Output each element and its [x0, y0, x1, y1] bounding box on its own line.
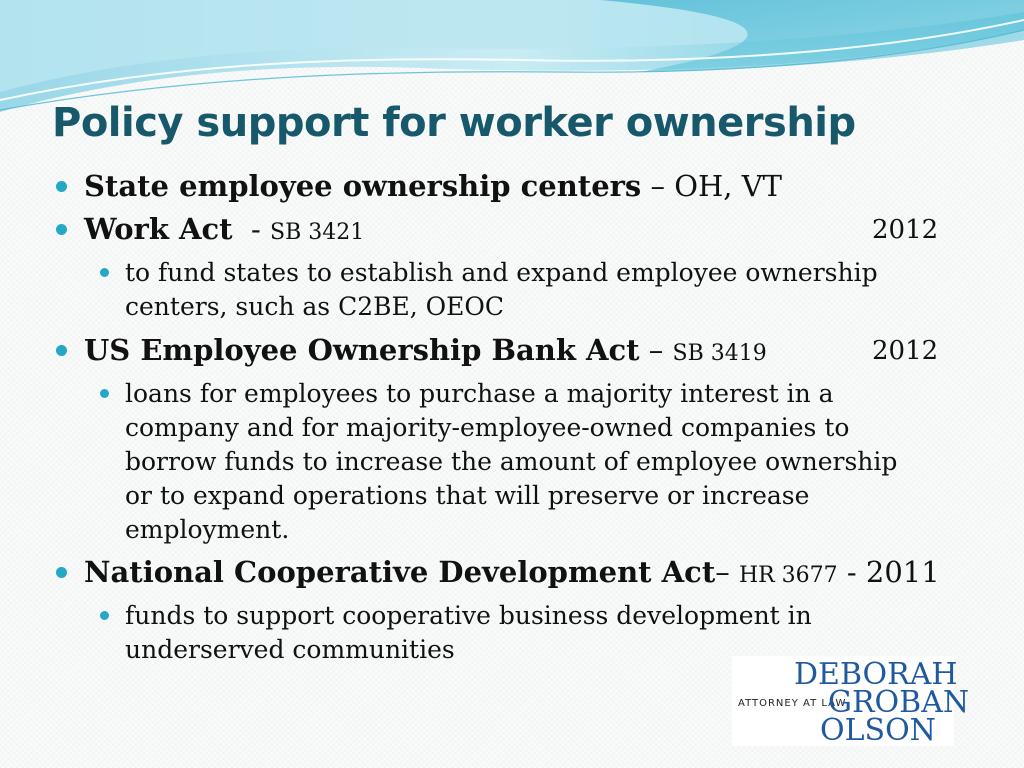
item-detail: - 2011 — [837, 555, 940, 589]
item-separator: – — [715, 555, 739, 589]
sub-item-line: employment. — [125, 515, 290, 544]
item-heading: National Cooperative Development Act — [84, 555, 716, 589]
logo-tagline: ATTORNEY AT LAW — [738, 698, 847, 709]
page-title: Policy support for worker ownership — [52, 100, 856, 146]
sub-bullet-dot — [100, 389, 109, 398]
sub-item-line: to fund states to establish and expand employee ownership — [125, 258, 878, 287]
sub-item-line: underserved communities — [125, 635, 455, 664]
firm-logo — [732, 656, 970, 748]
logo-name-first: DEBORAH — [794, 657, 958, 692]
sub-bullet-dot — [100, 268, 109, 277]
bullet-dot — [56, 345, 67, 356]
year-label: 2012 — [872, 336, 939, 366]
bullet-dot — [56, 567, 67, 578]
logo-name-middle: GROBAN — [828, 685, 970, 720]
logo-name-last: OLSON — [820, 713, 936, 748]
bullet-dot — [56, 224, 67, 235]
sub-item-line: borrow funds to increase the amount of employee ownership — [125, 447, 898, 476]
bullet-dot — [56, 181, 67, 192]
list-item — [84, 555, 940, 593]
bill-number: SB 3421 — [270, 220, 365, 245]
sub-bullet-dot — [100, 611, 109, 620]
item-heading: State employee ownership centers — [84, 169, 642, 203]
item-detail: – OH, VT — [641, 169, 782, 203]
item-heading: Work Act — [84, 212, 233, 246]
sub-item-line: company and for majority-employee-owned companies to — [125, 413, 850, 442]
bill-number: SB 3419 — [672, 341, 767, 366]
list-item — [84, 333, 767, 371]
sub-item-line: funds to support cooperative business development in — [125, 601, 812, 630]
bill-number: HR 3677 — [738, 563, 838, 588]
sub-item-line: or to expand operations that will preserve or increase — [125, 481, 810, 510]
list-item — [84, 212, 364, 250]
list-item — [84, 169, 782, 203]
sub-item-line: centers, such as C2BE, OEOC — [125, 292, 504, 321]
item-heading: US Employee Ownership Bank Act — [84, 333, 640, 367]
sub-item-line: loans for employees to purchase a majority interest in a — [125, 379, 834, 408]
item-separator: – — [639, 333, 673, 367]
year-label: 2012 — [872, 215, 939, 245]
item-separator: - — [232, 212, 271, 246]
